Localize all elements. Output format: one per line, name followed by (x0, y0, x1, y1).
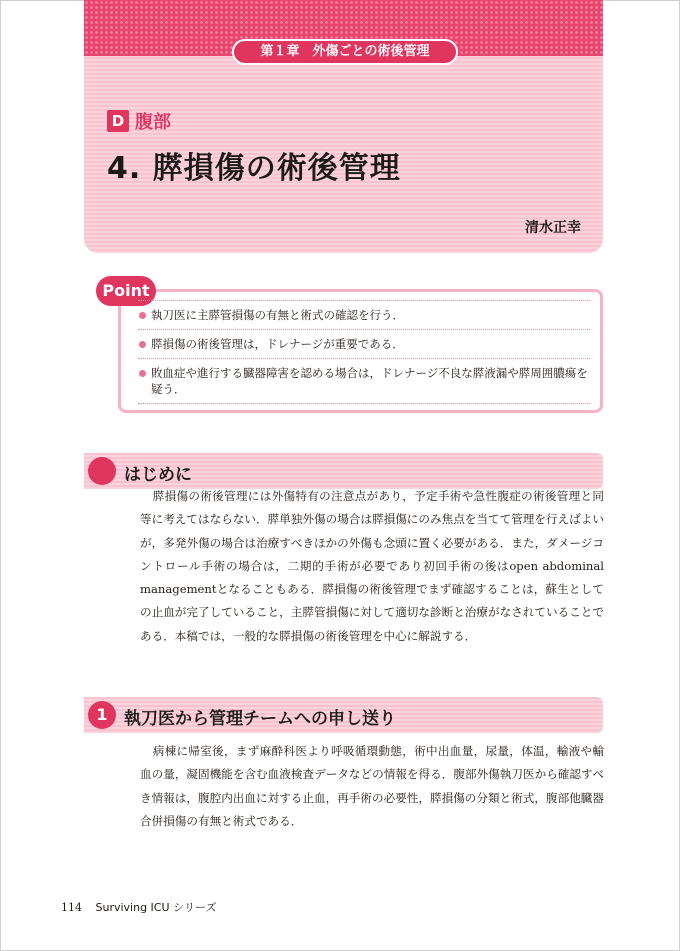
author-name: 清水正幸 (525, 220, 581, 236)
intro-body (140, 485, 604, 648)
page-title: 4. 膵損傷の術後管理 (107, 151, 401, 186)
series-name: Surviving ICU シリーズ (95, 901, 217, 914)
section-letter-badge: D (107, 110, 129, 132)
intro-section-title: はじめに (124, 465, 192, 485)
section1-paragraph: 病棟に帰室後，まず麻酔科医より呼吸循環動態，術中出血量，尿量，体温，輸液や輸血の量，凝固機能を含む血液検査データなどの情報を得る．腹部外傷執刀医から確認すべき情報は，腹腔内出血に対する止血，再手術の必要性，膵損傷の分類と術式，腹部他臓器合併損傷の有無と術式である． (140, 744, 604, 828)
point-badge: Point (96, 276, 156, 306)
section-circle-icon (88, 457, 116, 485)
intro-paragraph: 膵損傷の術後管理には外傷特有の注意点があり，予定手術や急性腹症の術後管理と同等に考えてはならない．膵単独外傷の場合は膵損傷にのみ焦点を当てて管理を行えばよいが，多発外傷の場合は治療すべきほかの外傷も念頭に置く必要がある．また，ダメージコントロール手術の場合は，二期的手術が必要であり初回手術の後はopen abdominal managementとなることもある．膵損傷の術後管理でまず確認することは，蘇生としての止血が完了していること，主膵管損傷に対して適切な診断と治療がなされていることである．本稿では，一般的な膵損傷の術後管理を中心に解説する． (140, 489, 604, 643)
section-label (107, 108, 171, 134)
page-number: 114 (61, 901, 82, 914)
bullet-icon (139, 370, 146, 377)
chapter-header (84, 0, 603, 253)
point-item-text: 執刀医に主膵管損傷の有無と術式の確認を行う． (151, 308, 404, 322)
point-item-text: 膵損傷の術後管理は，ドレナージが重要である． (151, 337, 404, 351)
chapter-label: 第１章 外傷ごとの術後管理 (232, 39, 458, 65)
point-item (138, 359, 590, 404)
intro-section-header (84, 453, 603, 489)
point-list (138, 300, 590, 404)
point-item-text: 敗血症や進行する臓器障害を認める場合は，ドレナージ不良な膵液漏や膵周囲膿瘍を疑う． (151, 366, 588, 396)
point-item (138, 330, 590, 359)
bullet-icon (139, 341, 146, 348)
bullet-icon (139, 312, 146, 319)
page-footer (61, 899, 216, 915)
section1-body (140, 740, 604, 833)
point-item (138, 300, 590, 330)
section1-header (84, 697, 603, 733)
section1-title: 執刀医から管理チームへの申し送り (124, 709, 396, 729)
section1-number-badge: 1 (88, 701, 116, 729)
section-name: 腹部 (135, 112, 171, 133)
